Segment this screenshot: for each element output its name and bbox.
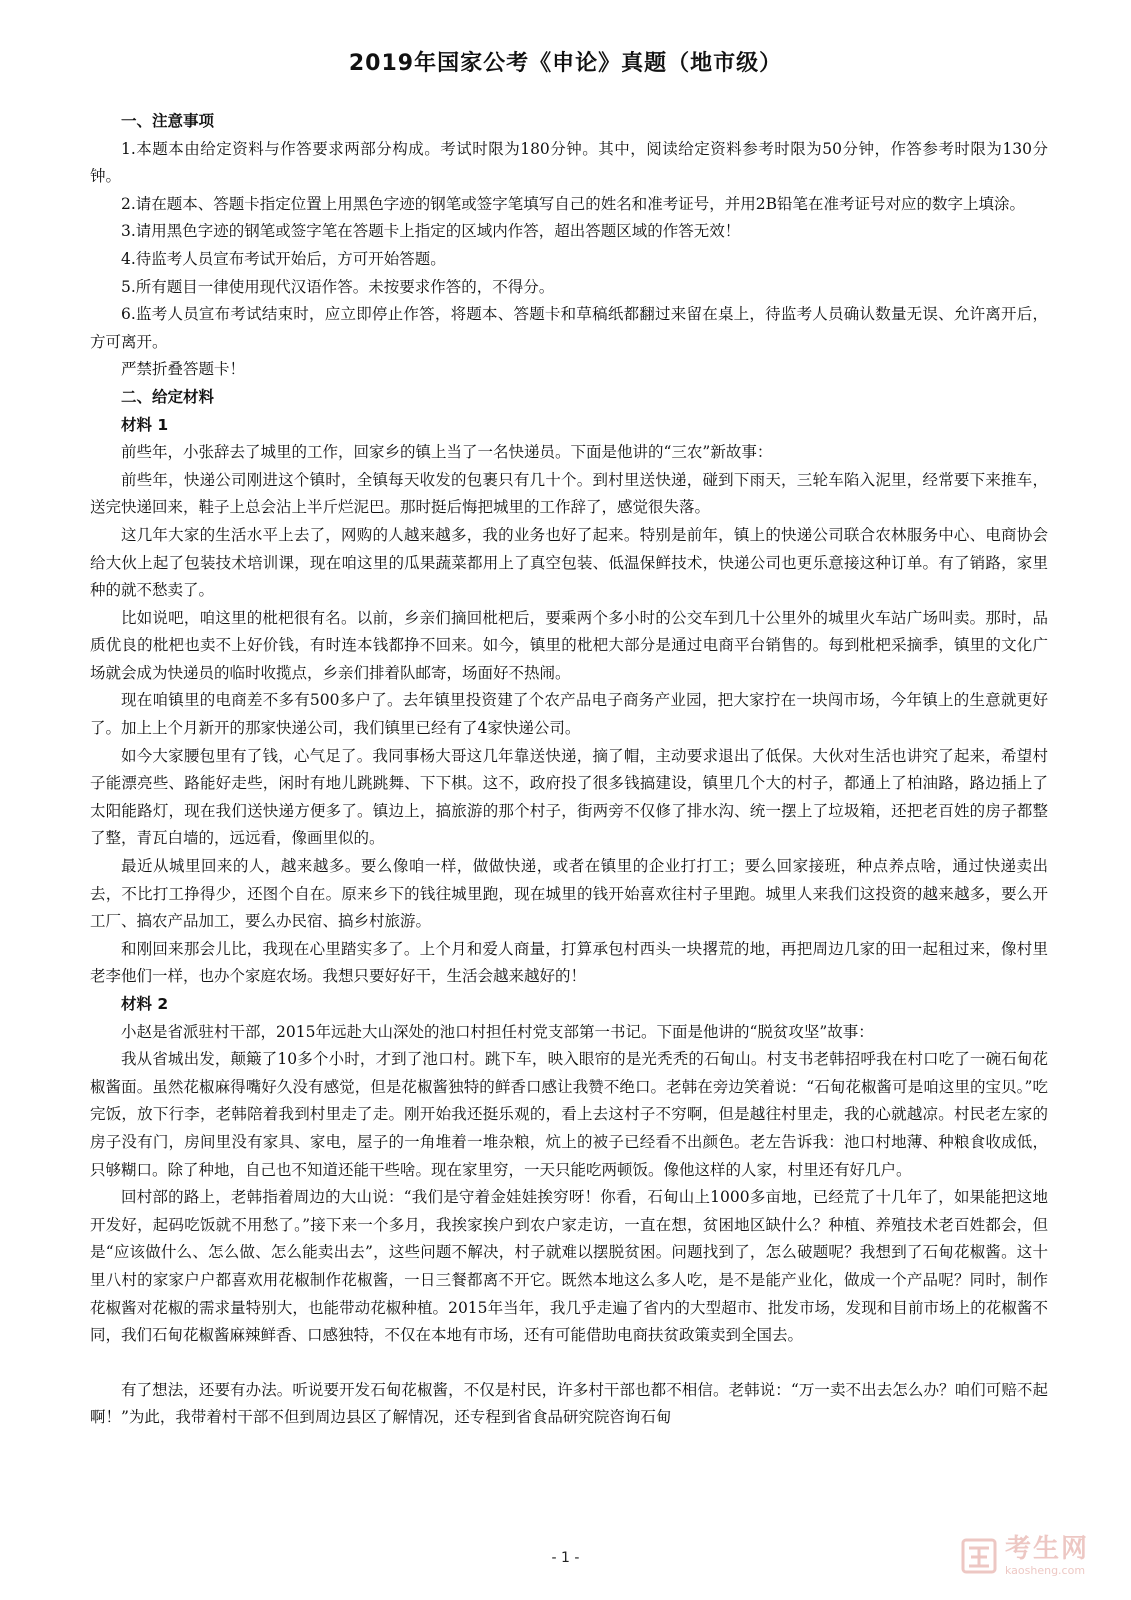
material-1-paragraph: 前些年，小张辞去了城里的工作，回家乡的镇上当了一名快递员。下面是他讲的“三农”新故事： (121, 443, 773, 462)
notice-warning: 严禁折叠答题卡！ (121, 360, 246, 379)
material-2-paragraph: 回村部的路上，老韩指着周边的大山说：“我们是守着金娃娃挨穷呀！你看，石甸山上1000多亩地，已经荒了十几年了，如果能把这地开发好，起码吃饭就不用愁了。”接下来一个多月，我挨家挨户到农户家走访，一直在想，贫困地区缺什么？种植、养殖技术老百姓都会，但是“应该做什么、怎么做、怎么能卖出去”，这些问题不解决，村子就难以摆脱贫困。问题找到了，怎么破题呢？我想到了石甸花椒酱。这十里八村的家家户户都喜欢用花椒制作花椒酱，一日三餐都离不开它。既然本地这么多人吃，是不是能产业化，做成一个产品呢？同时，制作花椒酱对花椒的需求量特别大，也能带动花椒种植。2015年当年，我几乎走遍了省内的大型超市、批发市场，发现和目前市场上的花椒酱不同，我们石甸花椒酱麻辣鲜香、口感独特，不仅在本地有市场，还有可能借助电商扶贫政策卖到全国去。 (90, 1188, 1048, 1345)
material-1-paragraph: 这几年大家的生活水平上去了，网购的人越来越多，我的业务也好了起来。特别是前年，镇上的快递公司联合农林服务中心、电商协会给大伙上起了包装技术培训课，现在咱这里的瓜果蔬菜都用上了真空包装、低温保鲜技术，快递公司也更乐意接这种订单。有了销路，家里种的就不愁卖了。 (90, 525, 1048, 600)
material-1-paragraph: 比如说吧，咱这里的枇杷很有名。以前，乡亲们摘回枇杷后，要乘两个多小时的公交车到几十公里外的城里火车站广场叫卖。那时，品质优良的枇杷也卖不上好价钱，有时连本钱都挣不回来。如今，镇里的枇杷大部分是通过电商平台销售的。每到枇杷采摘季，镇里的文化广场就会成为快递员的临时收揽点，乡亲们排着队邮寄，场面好不热闹。 (90, 608, 1048, 682)
notice-item-6: 6.监考人员宣布考试结束时，应立即停止作答，将题本、答题卡和草稿纸都翻过来留在桌上，待监考人员确认数量无误、允许离开后，方可离开。 (90, 305, 1048, 351)
section-heading-notice: 一、注意事项 (121, 112, 215, 130)
material-1-paragraph: 如今大家腰包里有了钱，心气足了。我同事杨大哥这几年靠送快递，摘了帽，主动要求退出了低保。大伙对生活也讲究了起来，希望村子能漂亮些、路能好走些，闲时有地儿跳跳舞、下下棋。这不，政府投了很多钱搞建设，镇里几个大的村子，都通上了柏油路，路边插上了太阳能路灯，现在我们送快递方便多了。镇边上，搞旅游的那个村子，街两旁不仅修了排水沟、统一摆上了垃圾箱，还把老百姓的房子都整了整，青瓦白墙的，远远看，像画里似的。 (90, 746, 1048, 848)
notice-item-2: 2.请在题本、答题卡指定位置上用黑色字迹的钢笔或签字笔填写自己的姓名和准考证号，并用2B铅笔在准考证号对应的数字上填涂。 (121, 194, 1026, 213)
document-body (90, 108, 1048, 1432)
material-1-paragraph: 前些年，快递公司刚进这个镇时，全镇每天收发的包裹只有几十个。到村里送快递，碰到下雨天，三轮车陷入泥里，经常要下来推车，送完快递回来，鞋子上总会沾上半斤烂泥巴。那时挺后悔把城里的工作辞了，感觉很失落。 (90, 470, 1048, 517)
document-title: 2019年国家公考《申论》真题（地市级） (348, 51, 783, 76)
notice-item-3: 3.请用黑色字迹的钢笔或签字笔在答题卡上指定的区域内作答，超出答题区域的作答无效！ (121, 222, 741, 241)
watermark-text (1005, 1536, 1089, 1576)
watermark-url: kaosheng.com (1004, 1564, 1086, 1577)
watermark (959, 1536, 1089, 1576)
paragraph-spacer (90, 1350, 1048, 1377)
material-1-paragraph: 最近从城里回来的人，越来越多。要么像咱一样，做做快递，或者在镇里的企业打打工；要么回家接班，种点养点啥，通过快递卖出去，不比打工挣得少，还图个自在。原来乡下的钱往城里跑，现在城里的钱开始喜欢往村子里跑。城里人来我们这投资的越来越多，要么开工厂、搞农产品加工，要么办民宿、搞乡村旅游。 (90, 857, 1048, 931)
material-1-paragraph: 和刚回来那会儿比，我现在心里踏实多了。上个月和爱人商量，打算承包村西头一块撂荒的地，再把周边几家的田一起租过来，像村里老李他们一样，也办个家庭农场。我想只要好好干，生活会越来越好的！ (90, 939, 1048, 986)
material-2-paragraph: 小赵是省派驻村干部，2015年远赴大山深处的池口村担任村党支部第一书记。下面是他讲的“脱贫攻坚”故事： (121, 1022, 874, 1041)
material-1-label: 材料 1 (121, 415, 169, 434)
watermark-name: 考生网 (1004, 1534, 1089, 1564)
material-1-paragraph: 现在咱镇里的电商差不多有500多户了。去年镇里投资建了个农产品电子商务产业园，把大家拧在一块闯市场，今年镇上的生意就更好了。加上上个月新开的那家快递公司，我们镇里已经有了4家快递公司。 (90, 691, 1048, 738)
section-heading-materials: 二、给定材料 (121, 387, 215, 406)
watermark-logo-icon (959, 1536, 999, 1576)
material-2-paragraph: 有了想法，还要有办法。听说要开发石甸花椒酱，不仅是村民，许多村干部也都不相信。老韩说：“万一卖不出去怎么办？咱们可赔不起啊！”为此，我带着村干部不但到周边县区了解情况，还专程到省食品研究院咨询石甸 (90, 1380, 1048, 1427)
notice-item-4: 4.待监考人员宣布考试开始后，方可开始答题。 (121, 249, 446, 268)
page-number: - 1 - (551, 1550, 580, 1566)
material-2-paragraph: 我从省城出发，颠簸了10多个小时，才到了池口村。跳下车，映入眼帘的是光秃秃的石甸山。村支书老韩招呼我在村口吃了一碗石甸花椒酱面。虽然花椒麻得嘴好久没有感觉，但是花椒酱独特的鲜香口感让我赞不绝口。老韩在旁边笑着说：“石甸花椒酱可是咱这里的宝贝。”吃完饭，放下行李，老韩陪着我到村里走了走。刚开始我还挺乐观的，看上去这村子不穷啊，但是越往村里走，我的心就越凉。村民老左家的房子没有门，房间里没有家具、家电，屋子的一角堆着一堆杂粮，炕上的被子已经看不出颜色。老左告诉我：池口村地薄、种粮食收成低，只够糊口。除了种地，自己也不知道还能干些啥。现在家里穷，一天只能吃两顿饭。像他这样的人家，村里还有好几户。 (90, 1050, 1048, 1179)
material-2-label: 材料 2 (121, 995, 169, 1013)
notice-item-5: 5.所有题目一律使用现代汉语作答。未按要求作答的，不得分。 (121, 277, 555, 296)
notice-item-1: 1.本题本由给定资料与作答要求两部分构成。考试时限为180分钟。其中，阅读给定资料参考时限为50分钟，作答参考时限为130分钟。 (90, 139, 1048, 186)
